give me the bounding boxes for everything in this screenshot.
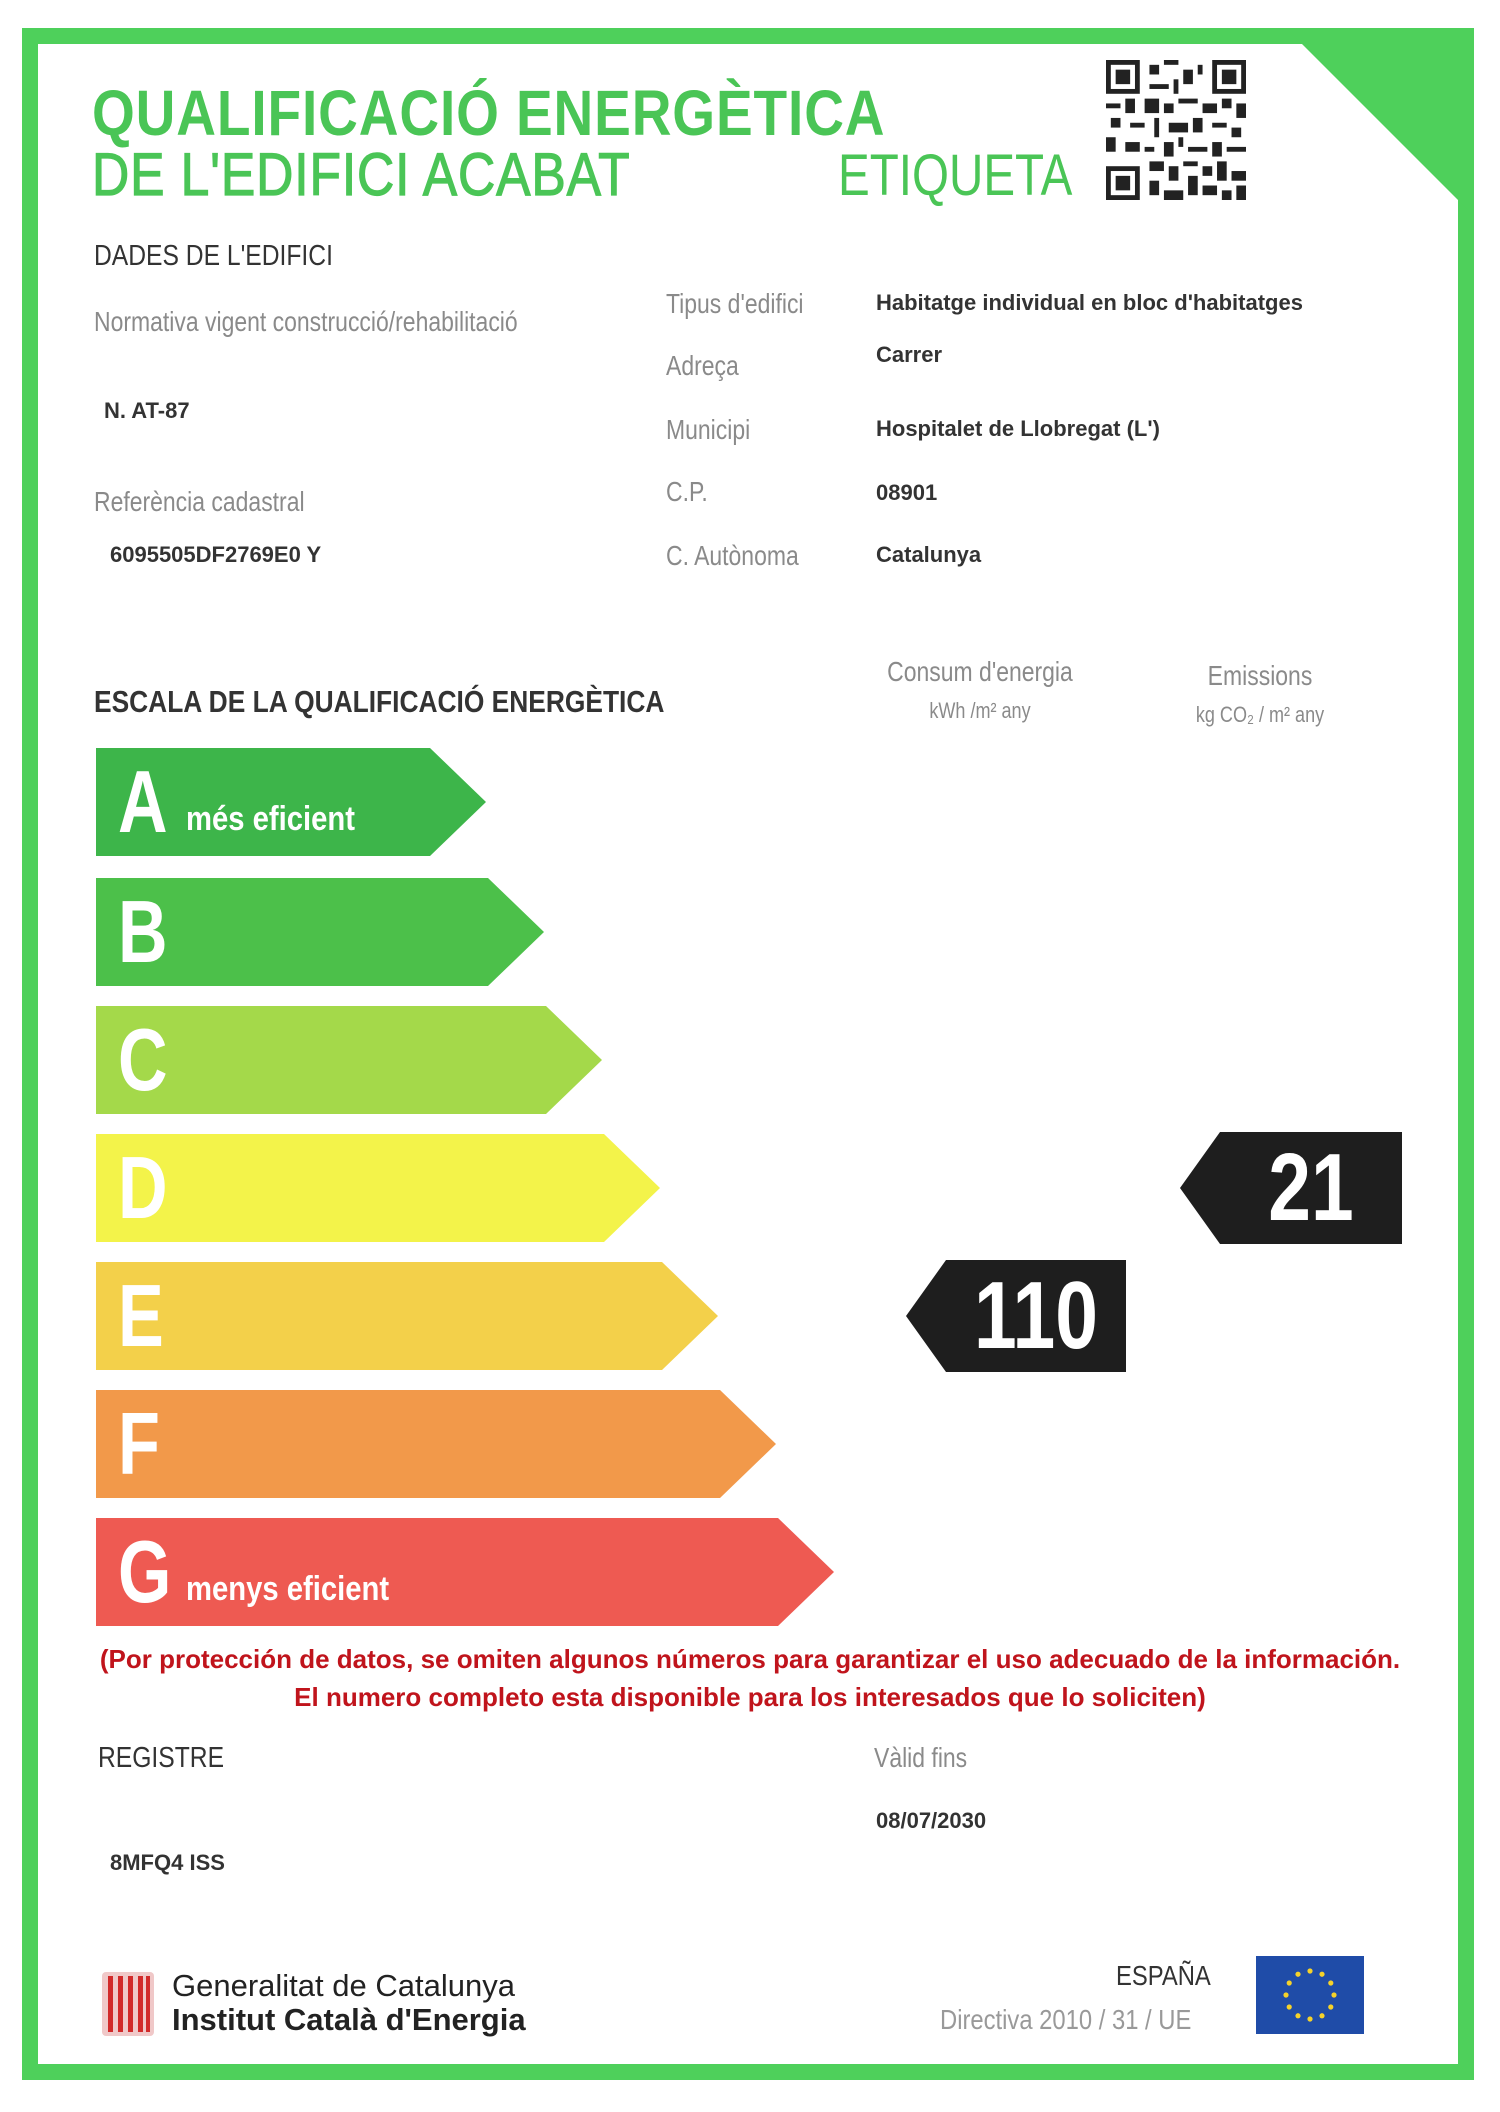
energy-bar-caption: més eficient: [186, 800, 356, 838]
energy-bar-letter: D: [118, 1138, 168, 1237]
valid-value: 08/07/2030: [876, 1808, 987, 1833]
emissions-pointer: [1180, 1132, 1402, 1244]
eu-star: [1319, 2013, 1324, 2018]
country-label: ESPAÑA: [1116, 1960, 1211, 1991]
tipus-value: Habitatge individual en bloc d'habitatges: [876, 290, 1303, 315]
ref-cadastral-value: 6095505DF2769E0 Y: [110, 542, 322, 567]
valid-label: Vàlid fins: [874, 1742, 968, 1773]
energy-bar-letter: C: [118, 1010, 168, 1109]
energy-bar-letter: A: [118, 752, 168, 851]
normativa-label: Normativa vigent construcció/rehabilitació: [94, 306, 518, 337]
emissions-title: Emissions: [1207, 660, 1313, 691]
eu-star: [1328, 2004, 1333, 2009]
generalitat-logo-icon: [102, 1972, 154, 2036]
etiqueta-label: ETIQUETA: [838, 143, 1073, 208]
energy-bar-b: [96, 878, 544, 986]
generalitat-name: Generalitat de Catalunya: [172, 1968, 515, 2003]
eu-star: [1283, 1992, 1288, 1997]
energy-bar-e: [96, 1262, 718, 1370]
eu-star: [1295, 1972, 1300, 1977]
energy-bar-letter: E: [118, 1266, 164, 1365]
privacy-notice-line-1: (Por protección de datos, se omiten algunos números para garantizar el uso adecuado de la información.: [99, 1644, 1401, 1674]
ccaa-label: C. Autònoma: [666, 540, 799, 571]
eu-star: [1307, 1968, 1312, 1973]
eu-flag-icon: [1256, 1956, 1364, 2034]
title-line-1: QUALIFICACIÓ ENERGÈTICA: [92, 77, 886, 149]
municipi-value: Hospitalet de Llobregat (L'): [876, 416, 1160, 441]
emissions-header: [1140, 660, 1380, 728]
municipi-label: Municipi: [666, 414, 751, 445]
consum-value: 110: [974, 1262, 1098, 1369]
tipus-label: Tipus d'edifici: [666, 288, 804, 319]
scale-title: ESCALA DE LA QUALIFICACIÓ ENERGÈTICA: [94, 684, 665, 719]
energy-bar-d: [96, 1134, 660, 1242]
adreca-value: Carrer: [876, 342, 943, 367]
energy-bar-shape: [96, 1390, 776, 1498]
energy-bar-c: [96, 1006, 602, 1114]
emissions-unit: kg CO₂ / m² any: [1195, 702, 1325, 727]
qr-code-icon: [1106, 60, 1246, 200]
emissions-value: 21: [1268, 1134, 1354, 1241]
directive-label: Directiva 2010 / 31 / UE: [940, 2004, 1192, 2035]
consum-title: Consum d'energia: [887, 656, 1073, 687]
cp-value: 08901: [876, 480, 938, 505]
consum-pointer: [906, 1260, 1126, 1372]
eu-star: [1319, 1972, 1324, 1977]
energy-bar-shape: [96, 1134, 660, 1242]
ref-cadastral-label: Referència cadastral: [94, 486, 305, 517]
energy-bar-a: [96, 748, 486, 856]
privacy-notice-line-2: El numero completo esta disponible para los interesados que lo soliciten): [294, 1682, 1206, 1712]
title-line-2: DE L'EDIFICI ACABAT: [92, 141, 631, 208]
adreca-label: Adreça: [666, 350, 739, 381]
building-section-title: DADES DE L'EDIFICI: [94, 240, 333, 272]
energy-bar-caption: menys eficient: [186, 1570, 390, 1608]
energy-bar-letter: G: [118, 1522, 172, 1621]
consum-unit: kWh /m² any: [929, 698, 1031, 723]
consum-header: [860, 656, 1100, 724]
corner-triangle: [1288, 30, 1468, 210]
registre-label: REGISTRE: [98, 1742, 225, 1774]
registre-value: 8MFQ4 ISS: [110, 1850, 225, 1875]
eu-star: [1295, 2013, 1300, 2018]
eu-star: [1287, 2004, 1292, 2009]
cp-label: C.P.: [666, 476, 708, 507]
energy-bar-shape: [96, 1262, 718, 1370]
energy-bar-letter: B: [118, 882, 168, 981]
energy-bar-shape: [96, 1006, 602, 1114]
energy-bar-letter: F: [118, 1394, 160, 1493]
eu-star: [1307, 2016, 1312, 2021]
institut-name: Institut Català d'Energia: [172, 2002, 526, 2037]
eu-star: [1328, 1980, 1333, 1985]
normativa-value: N. AT-87: [104, 398, 190, 423]
energy-bar-g: [96, 1518, 834, 1626]
eu-star: [1331, 1992, 1336, 1997]
energy-bar-f: [96, 1390, 776, 1498]
eu-star: [1287, 1980, 1292, 1985]
ccaa-value: Catalunya: [876, 542, 982, 567]
